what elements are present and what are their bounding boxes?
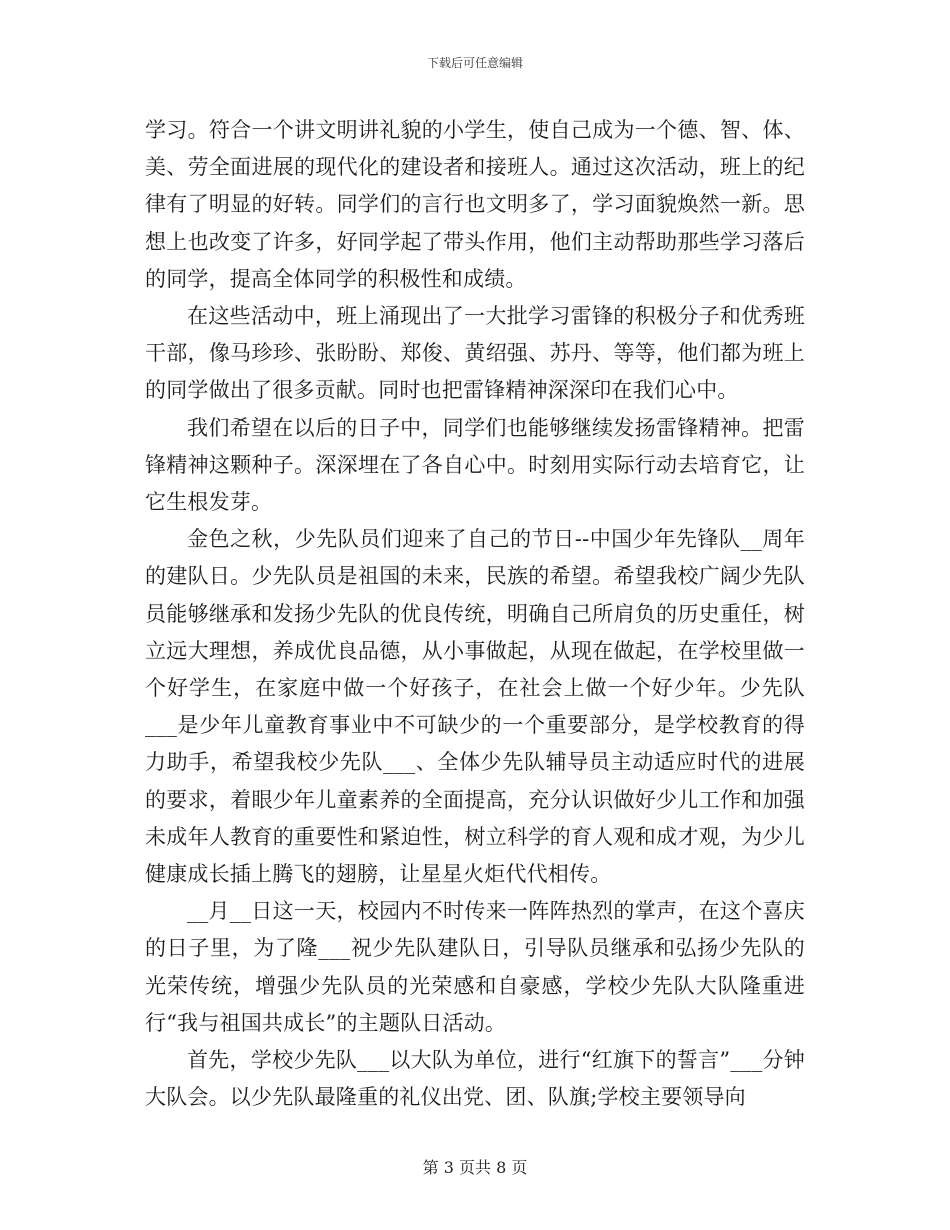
paragraph-6: 首先，学校少先队___以大队为单位，进行“红旗下的誓言”___分钟大队会。以少先队最隆重的礼仪出党、团、队旗;学校主要领导向 (145, 1048, 805, 1110)
paragraph-2: 在这些活动中，班上涌现出了一大批学习雷锋的积极分子和优秀班干部，像马珍珍、张盼盼、郑俊、黄绍强、苏丹、等等，他们都为班上的同学做出了很多贡献。同时也把雷锋精神深深印在我们心中。 (145, 304, 805, 403)
document-body (145, 112, 805, 1116)
paragraph-1: 学习。符合一个讲文明讲礼貌的小学生，使自己成为一个德、智、体、美、劳全面进展的现代化的建设者和接班人。通过这次活动，班上的纪律有了明显的好转。同学们的言行也文明多了，学习面貌焕然一新。思想上也改变了许多，好同学起了带头作用，他们主动帮助那些学习落后的同学，提高全体同学的积极性和成绩。 (145, 118, 805, 291)
paragraph-3: 我们希望在以后的日子中，同学们也能够继续发扬雷锋精神。把雷锋精神这颗种子。深深埋在了各自心中。时刻用实际行动去培育它，让它生根发芽。 (145, 415, 805, 515)
page-header: 下载后可任意编辑 (426, 56, 523, 70)
paragraph-5: __月__日这一天，校园内不时传来一阵阵热烈的掌声，在这个喜庆的日子里，为了隆___祝少先队建队日，引导队员继承和弘扬少先队的光荣传统，增强少先队员的光荣感和自豪感，学校少先队大队隆重进行“我与祖国共成长”的主题队日活动。 (145, 899, 805, 1035)
page-footer: 第 3 页共 8 页 (422, 1158, 528, 1177)
paragraph-4: 金色之秋，少先队员们迎来了自己的节日--中国少年先锋队__周年的建队日。少先队员是祖国的未来，民族的希望。希望我校广阔少先队员能够继承和发扬少先队的优良传统，明确自己所肩负的历史重任，树立远大理想，养成优良品德，从小事做起，从现在做起，在学校里做一个好学生，在家庭中做一个好孩子，在社会上做一个好少年。少先队___是少年儿童教育事业中不可缺少的一个重要部分，是学校教育的得力助手，希望我校少先队___、全体少先队辅导员主动适应时代的进展的要求，着眼少年儿童素养的全面提高，充分认识做好少儿工作和加强未成年人教育的重要性和紧迫性，树立科学的育人观和成才观，为少儿健康成长插上腾飞的翅膀，让星星火炬代代相传。 (145, 527, 805, 887)
